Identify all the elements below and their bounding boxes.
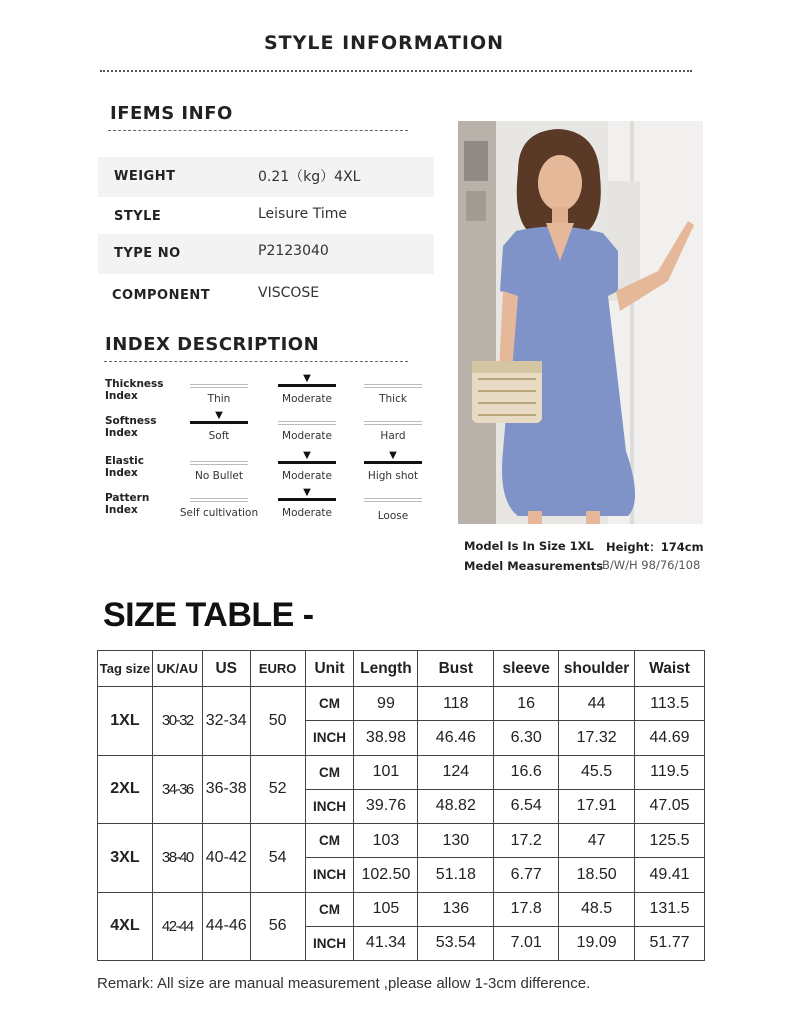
info-key: COMPONENT xyxy=(112,288,211,303)
measurement-cell: 47.05 xyxy=(635,789,705,823)
measurement-cell: 49.41 xyxy=(635,858,705,892)
tag-size-cell: 2XL xyxy=(98,755,153,824)
info-row-type-no xyxy=(98,234,434,274)
index-option-label: Moderate xyxy=(282,393,332,405)
measurement-cell: 51.77 xyxy=(635,926,705,960)
unit-cell: INCH xyxy=(305,858,354,892)
measurement-cell: 17.2 xyxy=(494,824,559,858)
unit-cell: INCH xyxy=(305,926,354,960)
measurement-cell: 17.8 xyxy=(494,892,559,926)
title-divider xyxy=(100,70,692,72)
index-description-divider xyxy=(104,361,408,362)
unit-cell: CM xyxy=(305,687,354,721)
index-option-label: No Bullet xyxy=(195,470,243,482)
measurement-cell: 124 xyxy=(418,755,494,789)
index-scale-bar xyxy=(278,498,336,501)
measurement-cell: 38.98 xyxy=(354,721,418,755)
header-sleeve: sleeve xyxy=(494,651,559,687)
selected-marker-icon: ▼ xyxy=(303,487,311,498)
index-option-label: Thin xyxy=(207,393,231,405)
selected-marker-icon: ▼ xyxy=(215,410,223,421)
selected-marker-icon: ▼ xyxy=(303,450,311,461)
items-info-divider xyxy=(108,130,408,131)
index-scale-bar xyxy=(364,498,422,502)
header-uk-au: UK/AU xyxy=(152,651,202,687)
measurement-cell: 6.54 xyxy=(494,789,559,823)
model-illustration xyxy=(458,121,703,524)
measurement-cell: 131.5 xyxy=(635,892,705,926)
measurement-cell: 101 xyxy=(354,755,418,789)
index-option-label: Hard xyxy=(380,430,406,442)
measurement-cell: 19.09 xyxy=(559,926,635,960)
measurement-cell: 48.5 xyxy=(559,892,635,926)
info-key: STYLE xyxy=(114,209,162,224)
measurement-cell: 18.50 xyxy=(559,858,635,892)
index-option-label: Moderate xyxy=(282,470,332,482)
header-bust: Bust xyxy=(418,651,494,687)
measurement-cell: 102.50 xyxy=(354,858,418,892)
model-measurements-value: B/W/H 98/76/108 xyxy=(602,558,701,572)
unit-cell: CM xyxy=(305,824,354,858)
size-table xyxy=(97,650,705,961)
index-description-title: INDEX DESCRIPTION xyxy=(105,334,320,355)
measurement-cell: 99 xyxy=(354,687,418,721)
measurement-cell: 125.5 xyxy=(635,824,705,858)
size-table-header-row xyxy=(98,651,705,687)
us-cell: 36-38 xyxy=(202,755,250,824)
measurement-cell: 103 xyxy=(354,824,418,858)
us-cell: 44-46 xyxy=(202,892,250,961)
index-option-label: Self cultivation xyxy=(179,507,259,519)
info-value: 0.21（kg）4XL xyxy=(258,169,361,185)
index-scale-bar xyxy=(190,461,248,465)
euro-cell: 50 xyxy=(250,687,305,756)
uk-au-cell: 42-44 xyxy=(152,892,202,961)
measurement-cell: 7.01 xyxy=(494,926,559,960)
info-key: WEIGHT xyxy=(114,169,176,184)
size-table-title: SIZE TABLE - xyxy=(103,596,314,634)
measurement-cell: 105 xyxy=(354,892,418,926)
selected-marker-icon: ▼ xyxy=(303,373,311,384)
index-option-label: Loose xyxy=(377,510,409,522)
index-option-label: Soft xyxy=(208,430,230,442)
measurement-cell: 44.69 xyxy=(635,721,705,755)
index-scale-bar xyxy=(190,421,248,424)
info-value: Leisure Time xyxy=(258,206,347,222)
header-us: US xyxy=(202,651,250,687)
index-scale-bar xyxy=(190,498,248,502)
index-option-label: High shot xyxy=(367,470,419,482)
remark-text: Remark: All size are manual measurement ,please allow 1-3cm difference. xyxy=(97,975,591,992)
euro-cell: 54 xyxy=(250,824,305,893)
table-row xyxy=(98,755,705,789)
index-label: Pattern Index xyxy=(105,492,150,516)
measurement-cell: 39.76 xyxy=(354,789,418,823)
measurement-cell: 6.77 xyxy=(494,858,559,892)
header-tag-size: Tag size xyxy=(98,651,153,687)
measurement-cell: 113.5 xyxy=(635,687,705,721)
measurement-cell: 119.5 xyxy=(635,755,705,789)
model-size-label: Model Is In Size 1XL xyxy=(464,539,594,553)
model-measurements-label: Medel Measurements xyxy=(464,559,604,573)
unit-cell: INCH xyxy=(305,789,354,823)
measurement-cell: 53.54 xyxy=(418,926,494,960)
unit-cell: CM xyxy=(305,892,354,926)
page-title: STYLE INFORMATION xyxy=(263,32,505,54)
measurement-cell: 6.30 xyxy=(494,721,559,755)
unit-cell: CM xyxy=(305,755,354,789)
selected-marker-icon: ▼ xyxy=(389,450,397,461)
info-row-style xyxy=(98,197,434,237)
measurement-cell: 48.82 xyxy=(418,789,494,823)
header-shoulder: shoulder xyxy=(559,651,635,687)
measurement-cell: 130 xyxy=(418,824,494,858)
table-row xyxy=(98,687,705,721)
measurement-cell: 16 xyxy=(494,687,559,721)
table-row xyxy=(98,824,705,858)
euro-cell: 56 xyxy=(250,892,305,961)
header-unit: Unit xyxy=(305,651,354,687)
uk-au-cell: 30-32 xyxy=(152,687,202,756)
info-value: P2123040 xyxy=(258,243,329,259)
index-option-label: Moderate xyxy=(282,507,332,519)
header-waist: Waist xyxy=(635,651,705,687)
info-key: TYPE NO xyxy=(114,246,181,261)
index-scale-bar xyxy=(190,384,248,388)
measurement-cell: 17.91 xyxy=(559,789,635,823)
index-label: Elastic Index xyxy=(105,455,144,479)
measurement-cell: 47 xyxy=(559,824,635,858)
measurement-cell: 44 xyxy=(559,687,635,721)
index-scale-bar xyxy=(364,384,422,388)
measurement-cell: 118 xyxy=(418,687,494,721)
index-scale-bar xyxy=(364,461,422,464)
index-label: Thickness Index xyxy=(105,378,164,402)
index-scale-bar xyxy=(364,421,422,425)
measurement-cell: 51.18 xyxy=(418,858,494,892)
index-scale-bar xyxy=(278,461,336,464)
model-height-label: Height：174cm xyxy=(606,540,704,554)
items-info-title: IFEMS INFO xyxy=(110,103,233,124)
uk-au-cell: 38-40 xyxy=(152,824,202,893)
measurement-cell: 41.34 xyxy=(354,926,418,960)
index-scale-bar xyxy=(278,421,336,425)
measurement-cell: 16.6 xyxy=(494,755,559,789)
info-value: VISCOSE xyxy=(258,285,320,301)
measurement-cell: 17.32 xyxy=(559,721,635,755)
euro-cell: 52 xyxy=(250,755,305,824)
header-length: Length xyxy=(354,651,418,687)
tag-size-cell: 1XL xyxy=(98,687,153,756)
tag-size-cell: 3XL xyxy=(98,824,153,893)
info-row-component xyxy=(98,276,434,316)
index-label: Softness Index xyxy=(105,415,157,439)
measurement-cell: 136 xyxy=(418,892,494,926)
index-option-label: Thick xyxy=(379,393,407,405)
measurement-cell: 46.46 xyxy=(418,721,494,755)
index-option-label: Moderate xyxy=(282,430,332,442)
measurement-cell: 45.5 xyxy=(559,755,635,789)
index-scale-bar xyxy=(278,384,336,387)
header-euro: EURO xyxy=(250,651,305,687)
product-photo xyxy=(458,121,703,524)
unit-cell: INCH xyxy=(305,721,354,755)
tag-size-cell: 4XL xyxy=(98,892,153,961)
us-cell: 40-42 xyxy=(202,824,250,893)
info-row-weight xyxy=(98,157,434,197)
uk-au-cell: 34-36 xyxy=(152,755,202,824)
us-cell: 32-34 xyxy=(202,687,250,756)
table-row xyxy=(98,892,705,926)
